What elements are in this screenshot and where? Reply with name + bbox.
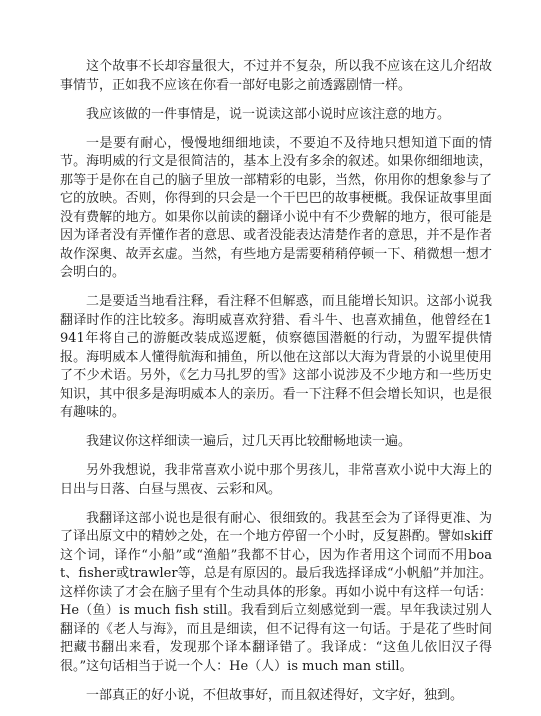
paragraph-6: 另外我想说，我非常喜欢小说中那个男孩儿，非常喜欢小说中大海上的日出与日落、白昼与黑夜、云彩和风。 <box>60 463 492 497</box>
paragraph-3: 一是要有耐心，慢慢地细细地读，不要迫不及待地只想知道下面的情节。海明威的行文是很简洁的，基本上没有多余的叙述。如果你细细地读，那等于是你在自己的脑子里放一部精彩的电影，当然，你用你的想象参与了它的放映。否则，你得到的只会是一个干巴巴的故事梗概。我保证故事里面没有费解的地方。如果你以前读的翻译小说中有不少费解的地方，很可能是因为译者没有弄懂作者的意思、或者没能表达清楚作者的意思，并不是作者故作深奥、故弄玄虚。当然，有些地方是需要稍稍停顿一下、稍微想一想才会明白的。 <box>60 135 492 280</box>
paragraph-1: 这个故事不长却容量很大，不过并不复杂，所以我不应该在这儿介绍故事情节，正如我不应该在你看一部好电影之前透露剧情一样。 <box>60 59 492 93</box>
paragraph-4: 二是要适当地看注释，看注释不但解惑，而且能增长知识。这部小说我翻译时作的注比较多。海明威喜欢狩猎、看斗牛、也喜欢捕鱼，他曾经在1941年将自己的游艇改装成巡逻艇，侦察德国潜艇的行动，为盟军提供情报。海明威本人懂得航海和捕鱼，所以他在这部以大海为背景的小说里使用了不少术语。另外，《乞力马扎罗的雪》这部小说涉及不少地方和一些历史知识，其中很多是海明威本人的亲历。看一下注释不但会增长知识，也是很有趣味的。 <box>60 294 492 420</box>
paragraph-7: 我翻译这部小说也是很有耐心、很细致的。我甚至会为了译得更准、为了译出原文中的精妙之处，在一个地方停留一个小时，反复斟酌。譬如skiff这个词，译作“小船”或“渔船”我都不甘心，因为作者用这个词而不用boat、fisher或trawler等，总是有原因的。最后我选择译成“小帆船”并加注。这样你读了才会在脑子里有个生动具体的形象。再如小说中有这样一句话：He（鱼）is much fish still。我看到后立刻感觉到一震。早年我读过别人翻译的《老人与海》，而且是细读，但不记得有这一句话。于是花了些时间把藏书翻出来看，发现那个译本翻译错了。我译成：“这鱼儿依旧汉子得很。”这句话相当于说一个人：He（人）is much man still。 <box>60 510 492 674</box>
document-body <box>60 58 492 716</box>
paragraph-8: 一部真正的好小说，不但故事好，而且叙述得好，文字好，独到。 <box>86 687 464 703</box>
paragraph-5: 我建议你这样细读一遍后，过几天再比较酣畅地读一遍。 <box>86 434 412 449</box>
paragraph-2: 我应该做的一件事情是，说一说读这部小说时应该注意的地方。 <box>86 106 451 122</box>
